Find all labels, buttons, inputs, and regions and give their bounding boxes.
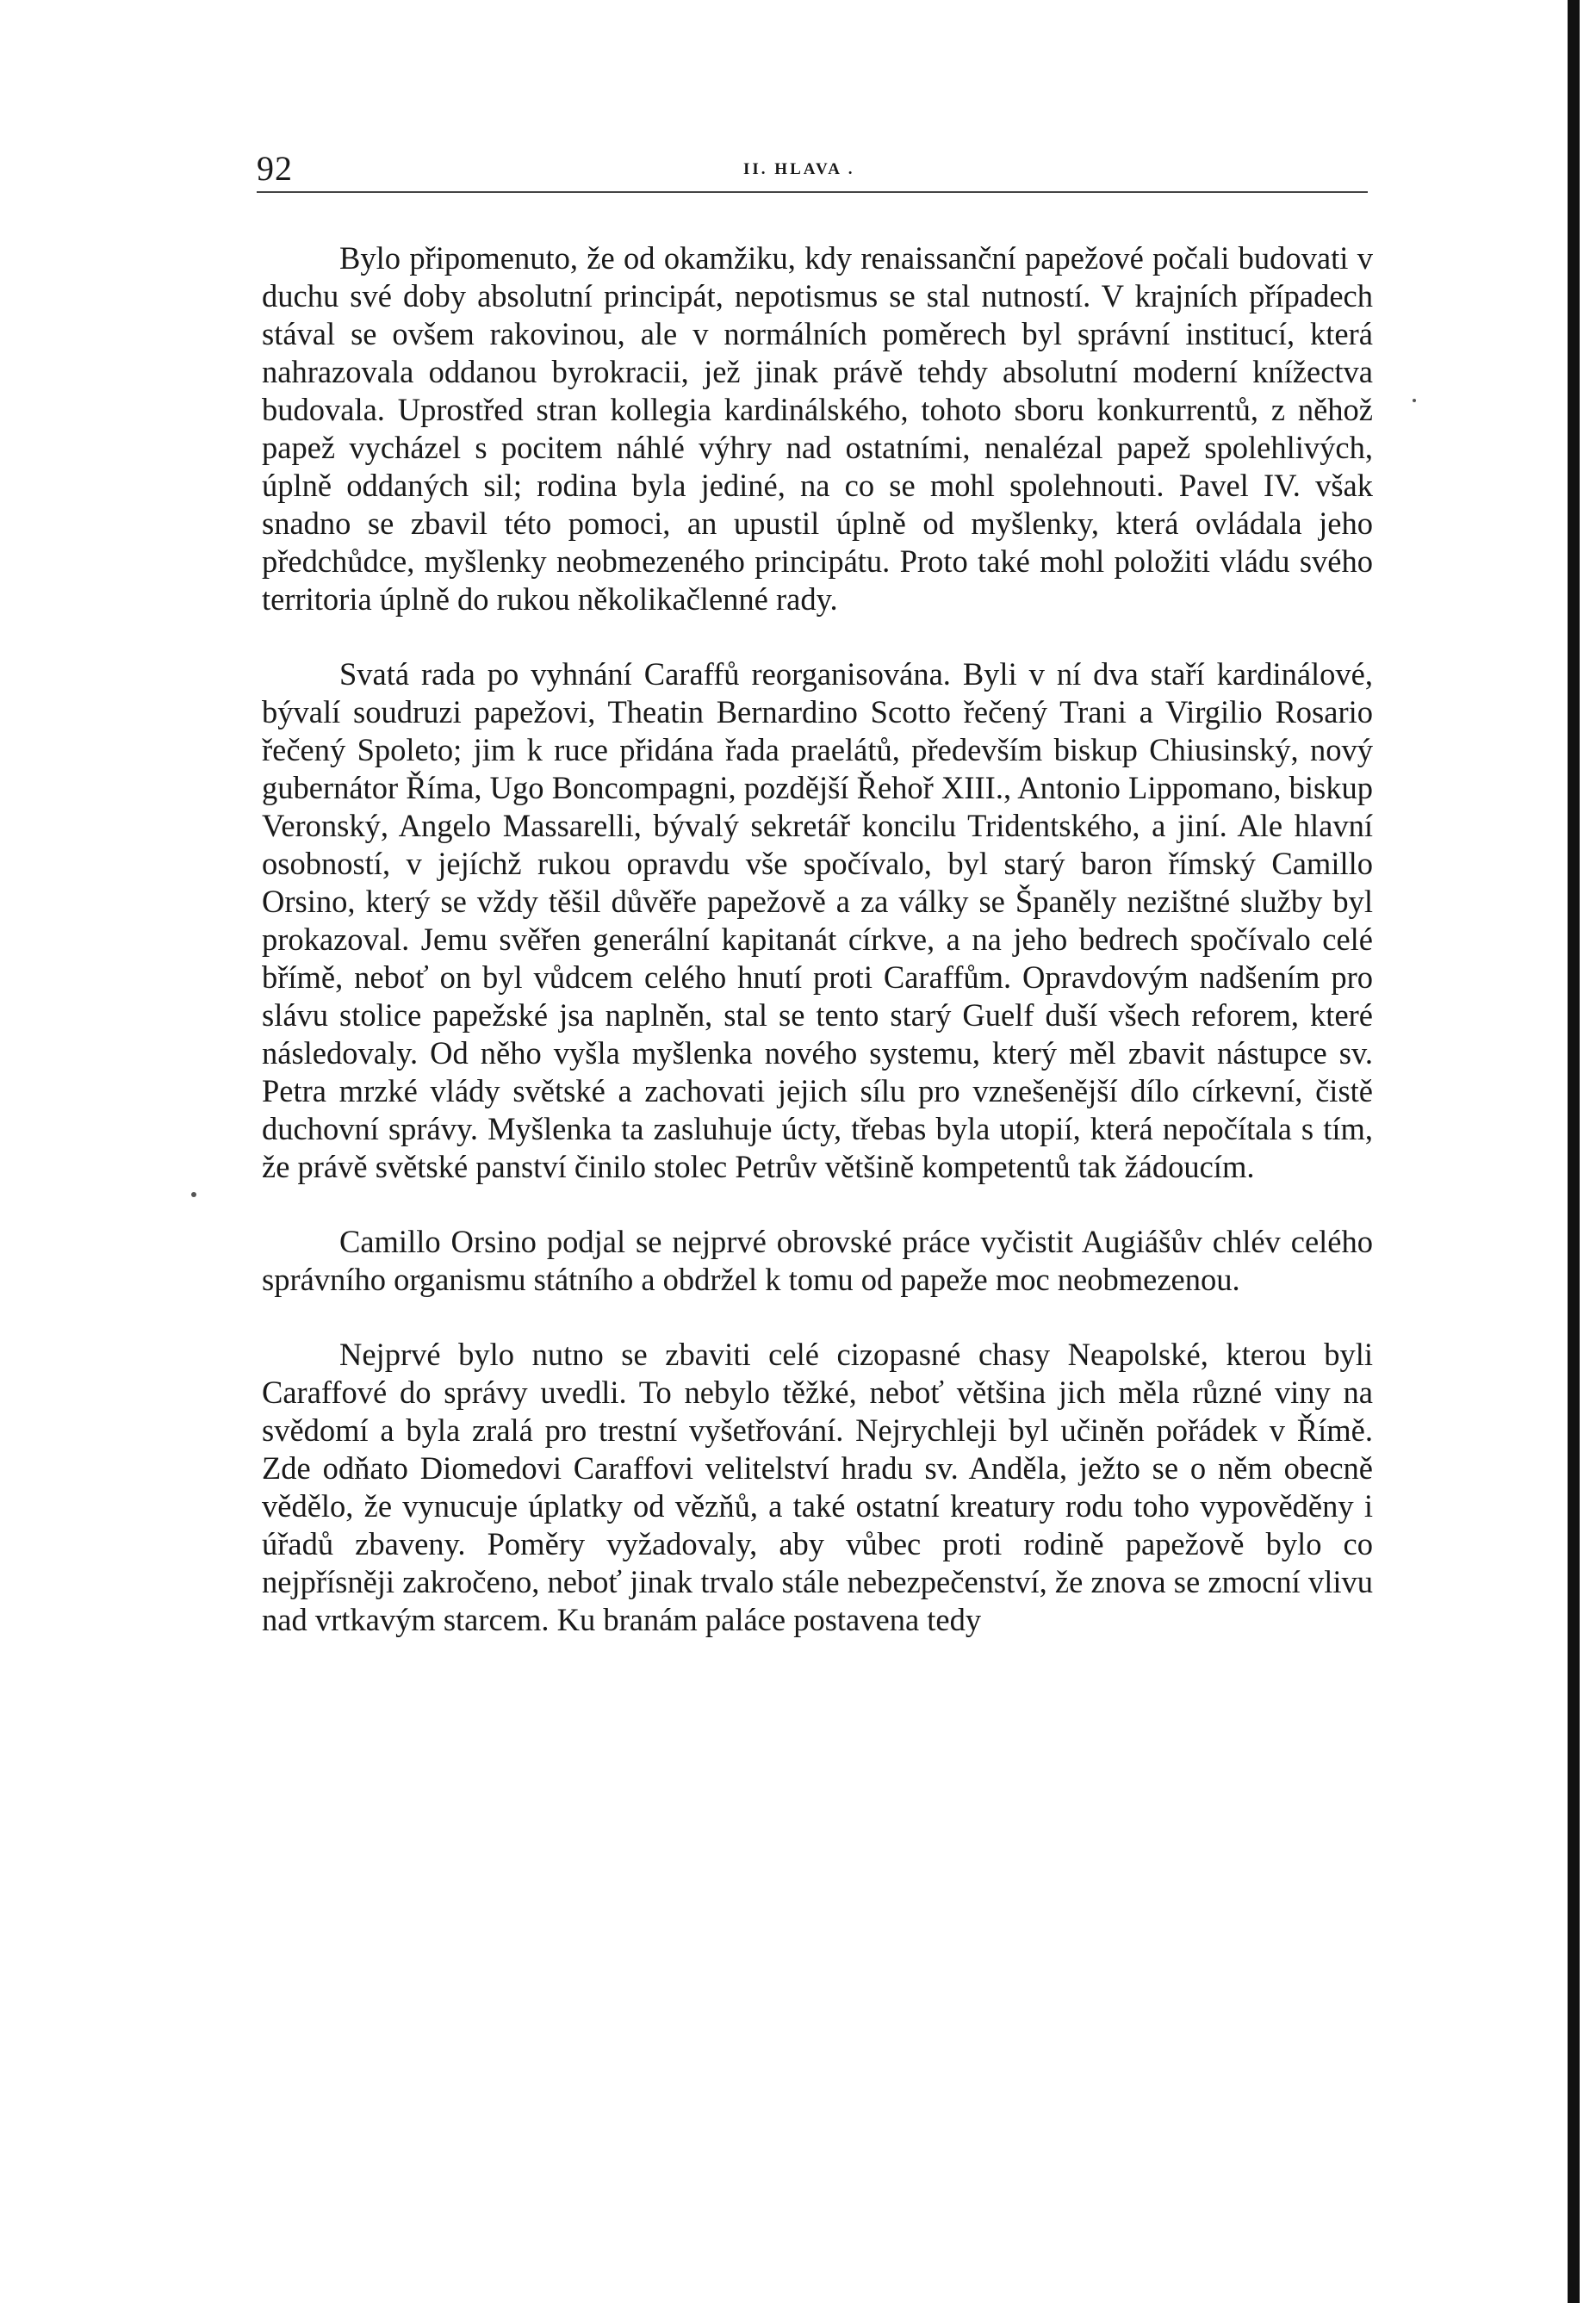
paragraph: Camillo Orsino podjal se nejprvé obrovské práce vyčistit Augiášův chlév celého správního organismu státního a obdržel k tomu od papeže moc neobmezenou. (262, 1224, 1373, 1297)
running-head: II. HLAVA . (743, 160, 855, 178)
scan-edge (1549, 0, 1596, 2303)
page-number: 92 (257, 149, 293, 188)
page-header (257, 148, 1368, 193)
body-text (262, 239, 1373, 1639)
paragraph: Nejprvé bylo nutno se zbaviti celé cizopasné chasy Neapolské, kterou byli Caraffové do správy uvedli. To nebylo těžké, neboť většina jich měla různé viny na svědomí a byla zralá pro trestní vyšetřování. Nejrychleji byl učiněn pořádek v Římě. Zde odňato Diomedovi Caraffovi velitelství hradu sv. Anděla, ježto se o něm obecně vědělo, že vynucuje úplatky od vězňů, a také ostatní kreatury rodu toho vypověděny i úřadů zbaveny. Poměry vyžadovaly, aby vůbec proti rodině papežově bylo co nejpřísněji zakročeno, neboť jinak trvalo stále nebezpečenství, že znova se zmocní vlivu nad vrtkavým starcem. Ku branám paláce postavena tedy (262, 1337, 1373, 1637)
scan-speck (191, 1192, 196, 1197)
paragraph: Bylo připomenuto, že od okamžiku, kdy renaissanční papežové počali budovati v duchu své doby absolutní principát, nepotismus se stal nutností. V krajních případech stával se ovšem rakovinou, ale v normálních poměrech byl správní institucí, která nahrazovala oddanou byrokracii, jež jinak právě tehdy absolutní moderní knížectva budovala. Uprostřed stran kollegia kardinálského, tohoto sboru konkurrentů, z něhož papež vycházel s pocitem náhlé výhry nad ostatními, nenalézal papež spolehlivých, úplně oddaných sil; rodina byla jediné, na co se mohl spolehnouti. Pavel IV. však snadno se zbavil této pomoci, an upustil úplně od myšlenky, která ovládala jeho předchůdce, myšlenky neobmezeného principátu. Proto také mohl položiti vládu svého territoria úplně do rukou několikačlenné rady. (262, 240, 1373, 617)
scan-edge-rule (1568, 0, 1580, 2303)
paragraph: Svatá rada po vyhnání Caraffů reorganisována. Byli v ní dva staří kardinálové, bývalí soudruzi papežovi, Theatin Bernardino Scotto řečený Trani a Virgilio Rosario řečený Spoleto; jim k ruce přidána řada praelátů, především biskup Chiusinský, nový gubernátor Říma, Ugo Boncompagni, pozdější Řehoř XIII., Antonio Lippomano, biskup Veronský, Angelo Massarelli, bývalý sekretář koncilu Tridentského, a jiní. Ale hlavní osobností, v jejíchž rukou opravdu vše spočívalo, byl starý baron římský Camillo Orsino, který se vždy těšil důvěře papežově a za války se Španěly nezištné služby byl prokazoval. Jemu svěřen generální kapitanát církve, a na jeho bedrech spočívalo celé břímě, neboť on byl vůdcem celého hnutí proti Caraffům. Opravdovým nadšením pro slávu stolice papežské jsa naplněn, stal se tento starý Guelf duší všech reforem, které následovaly. Od něho vyšla myšlenka nového systemu, který měl zbavit nástupce sv. Petra mrzké vlády světské a zachovati jejich sílu pro vznešenější dílo církevní, čistě duchovní správy. Myšlenka ta zasluhuje úcty, třebas byla utopií, která nepočítala s tím, že právě světské panství činilo stolec Petrův většině kompetentů tak žádoucím. (262, 656, 1373, 1184)
scan-speck (1413, 399, 1416, 402)
